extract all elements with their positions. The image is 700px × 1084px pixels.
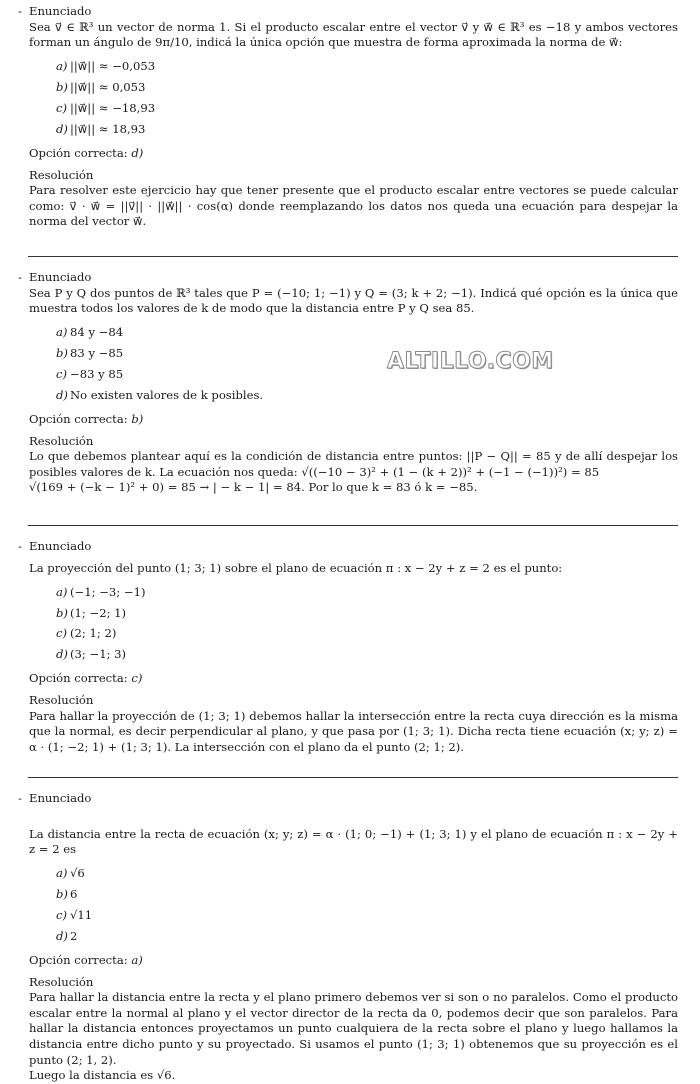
correct-option (29, 412, 678, 428)
exercise-1 (18, 4, 678, 230)
exercise-statement: Sea v⃗ ∈ ℝ³ un vector de norma 1. Si el producto escalar entre el vector v⃗ y w⃗ ∈ ℝ³ es −18 y ambos vectores forman un ángulo de 9π/10, indicá la única opción que muestra de forma aproximada la norma de w⃗: (29, 19, 678, 50)
option-d (56, 645, 678, 666)
exercise-heading (18, 791, 678, 807)
option-text: ||w⃗|| ≈ −0,053 (70, 59, 156, 74)
option-letter: c) (56, 100, 68, 115)
correct-option-label: Opción correcta: (29, 145, 128, 160)
option-c (56, 624, 678, 645)
options-list (56, 323, 678, 406)
correct-option-label: Opción correcta: (29, 952, 128, 967)
resolution-text: √(169 + (−k − 1)² + 0) = 85 → | − k − 1| = 84. Por lo que k = 83 ó k = −85. (29, 480, 478, 495)
option-text: (1; −2; 1) (70, 605, 127, 620)
option-letter: d) (56, 928, 68, 943)
option-letter: b) (56, 346, 68, 361)
correct-option-letter: a) (131, 952, 143, 967)
option-letter: b) (56, 605, 68, 620)
option-letter: c) (56, 907, 68, 922)
exercise-heading-label: Enunciado (29, 270, 92, 284)
section-divider (28, 525, 678, 526)
resolution-heading: Resolución (29, 167, 94, 182)
option-a (56, 864, 678, 885)
correct-option (29, 671, 678, 687)
option-letter: b) (56, 887, 68, 902)
option-text: 2 (70, 928, 78, 943)
option-letter: a) (56, 59, 68, 74)
correct-option-label: Opción correcta: (29, 671, 128, 686)
resolution-text: Para resolver este ejercicio hay que tener presente que el producto escalar entre vectores se puede calcular como: v⃗ · w⃗ = ||v⃗|| · ||w⃗|| · cos(α) donde reemplazando los datos nos queda una ecuación para despejar la norma del vector w⃗. (29, 183, 678, 229)
option-letter: d) (56, 121, 68, 136)
option-a (56, 57, 678, 78)
option-b (56, 344, 678, 365)
correct-option (29, 953, 678, 969)
option-text: (3; −1; 3) (70, 647, 127, 662)
option-b (56, 885, 678, 906)
option-text: ||w⃗|| ≈ −18,93 (70, 100, 156, 115)
correct-option (29, 146, 678, 162)
option-letter: a) (56, 584, 68, 599)
resolution-text: Para hallar la distancia entre la recta y el plano primero debemos ver si son o no paralelos. Como el producto escalar entre la normal al plano y el vector director de la recta da 0, podemos decir que son paralelos. Para hallar la distancia entonces proyectamos un punto cualquiera de la recta sobre el plano y luego hallamos la distancia entre dicho punto y su proyectado. Si usamos el punto (1; 3; 1) obtenemos que su proyección es el punto (2; 1, 2). (29, 990, 678, 1067)
exercise-heading-label: Enunciado (29, 4, 92, 18)
option-b (56, 78, 678, 99)
resolution-text: Para hallar la proyección de (1; 3; 1) debemos hallar la intersección entre la recta cuya dirección es la misma que la normal, es decir perpendicular al plano, y que pasa por (1; 3; 1). Dicha recta tiene ecuación (x; y; z) = α · (1; −2; 1) + (1; 3; 1). La intersección con el plano da el punto (2; 1; 2). (29, 708, 678, 754)
option-letter: d) (56, 647, 68, 662)
option-text: No existen valores de k posibles. (70, 387, 264, 402)
option-d (56, 385, 678, 406)
option-text: 83 y −85 (70, 346, 124, 361)
option-text: (2; 1; 2) (70, 626, 117, 641)
correct-option-letter: d) (131, 145, 144, 160)
option-a (56, 582, 678, 603)
exercise-2 (18, 270, 678, 496)
option-d (56, 119, 678, 140)
correct-option-letter: c) (131, 671, 143, 686)
exercise-heading-label: Enunciado (29, 791, 92, 805)
bullet-dash: - (18, 4, 22, 18)
option-c (56, 905, 678, 926)
exercise-3 (18, 539, 678, 755)
bullet-dash: - (18, 791, 22, 805)
option-d (56, 926, 678, 947)
option-text: ||w⃗|| ≈ 18,93 (70, 121, 146, 136)
exercise-heading (18, 539, 678, 555)
section-divider (28, 777, 678, 778)
option-text: ||w⃗|| ≈ 0,053 (70, 80, 146, 95)
resolution-text: Luego la distancia es √6. (29, 1068, 176, 1083)
correct-option-letter: b) (131, 411, 144, 426)
resolution-heading: Resolución (29, 974, 94, 989)
exercise-statement: La proyección del punto (1; 3; 1) sobre el plano de ecuación π : x − 2y + z = 2 es el punto: (29, 560, 563, 575)
option-text: 6 (70, 887, 78, 902)
resolution-text: Lo que debemos plantear aquí es la condición de distancia entre puntos: ||P − Q|| = 85 y de allí despejar los posibles valores de k. La ecuación nos queda: √((−10 − 3)² + (1 − (k + 2))² + (−1 − (−1))²) = 85 (29, 449, 678, 479)
exercise-heading (18, 4, 678, 20)
option-text: 84 y −84 (70, 325, 124, 340)
option-text: √6 (70, 866, 85, 881)
watermark: ALTILLO.COM (387, 349, 554, 374)
bullet-dash: - (18, 270, 22, 284)
option-b (56, 603, 678, 624)
exercise-heading-label: Enunciado (29, 539, 92, 553)
option-letter: a) (56, 866, 68, 881)
correct-option-label: Opción correcta: (29, 411, 128, 426)
option-c (56, 364, 678, 385)
exercise-statement: Sea P y Q dos puntos de ℝ³ tales que P = (−10; 1; −1) y Q = (3; k + 2; −1). Indicá qué opción es la única que muestra todos los valores de k de modo que la distancia entre P y Q sea 85. (29, 285, 678, 316)
option-letter: d) (56, 387, 68, 402)
option-letter: c) (56, 366, 68, 381)
resolution-heading: Resolución (29, 433, 94, 448)
option-text: (−1; −3; −1) (70, 584, 146, 599)
options-list (56, 864, 678, 947)
section-divider (28, 256, 678, 257)
options-list (56, 57, 678, 140)
bullet-dash: - (18, 539, 22, 553)
option-text: √11 (70, 907, 93, 922)
options-list (56, 582, 678, 665)
exercise-statement: La distancia entre la recta de ecuación (x; y; z) = α · (1; 0; −1) + (1; 3; 1) y el plano de ecuación π : x − 2y + z = 2 es (29, 826, 678, 857)
option-letter: a) (56, 325, 68, 340)
resolution-heading: Resolución (29, 692, 94, 707)
option-a (56, 323, 678, 344)
exercise-heading (18, 270, 678, 286)
option-letter: c) (56, 626, 68, 641)
option-letter: b) (56, 80, 68, 95)
option-c (56, 98, 678, 119)
exercise-4 (18, 791, 678, 1084)
option-text: −83 y 85 (70, 366, 124, 381)
